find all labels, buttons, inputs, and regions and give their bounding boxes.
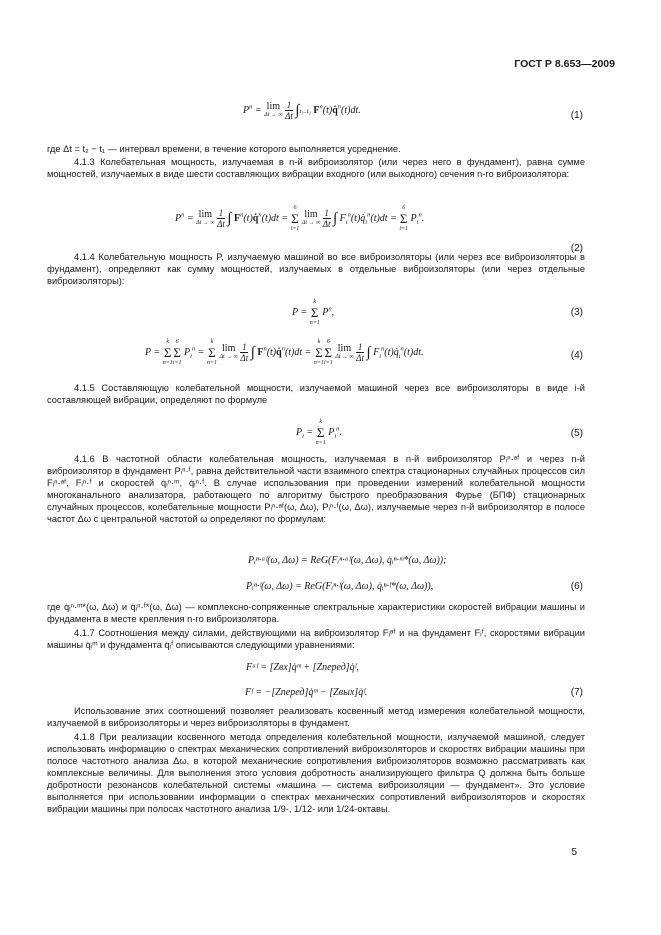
equation-7b: Fᶠ = −[Zперед]q̇ᵐ − [Zвых]q̇ᶠ. [245,687,368,698]
equation-number-4: (4) [570,350,583,361]
equation-number-1: (1) [570,110,583,121]
equation-number-5: (5) [570,428,583,439]
paragraph-4-1-3: 4.1.3 Колебательная мощность, излучаемая в n-й виброизолятор (или через него в фундамент), равна сумме мощностей, излучаемых в виде шести составляющих вибрации входного (или выходного) сечения n-го виброизолятора: [47,157,585,179]
page-number: 5 [571,847,577,858]
equation-7a: Fᵃᶠ = [Zвх]q̇ᵐ + [Zперед]q̇ᶠ, [246,662,359,673]
paragraph-usage: Использование этих соотношений позволяет реализовать косвенный метод измерения колебательной мощности, излучаемой в виброизоляторы и через виброизоляторы в фундамент. [47,706,585,728]
document-header: ГОСТ Р 8.653—2009 [514,58,615,70]
equation-5: $P_i$ = k Σ n=1 $P_i^n$. [296,419,342,446]
equation-6a: Pᵢⁿ·ᵃᶠ(ω, Δω) = ReG(Fᵢⁿ·ᵃᶠ(ω, Δω), q̇ᵢⁿ·ᵐ*(ω, Δω)); [248,555,447,566]
paragraph-4-1-5: 4.1.5 Составляющую колебательной мощности, излучаемой машиной через все виброизоляторы в виде i-й составляющей вибрации, определяют по формуле [47,383,585,405]
paragraph-4-1-6: 4.1.6 В частотной области колебательная мощность, излучаемая в n-й виброизолятор Pᵢⁿ·ᵃᶠ и через n-й виброизолятор в фундамент Pᵢⁿ·ᶠ, равна действительной части взаимного спектра стационарных случайных процессов сил Fᵢⁿ·ᵃᶠ, Fᵢⁿ·ᶠ и скоростей q̇ᵢⁿ·ᵐ, q̇ᵢⁿ·ᶠ. В случае использования при проведении измерений колебательной мощности многоканального анализатора, работающего по алгоритму быстрого преобразования Фурье (БПФ) стационарных случайных процессов, колебательные мощности Pᵢⁿ·ᵃᶠ(ω, Δω), Pᵢⁿ·ᶠ(ω, Δω), излучаемые через n-й виброизолятор в полосе частот Δω с центральной частотой ω определяют по формулам: [47,454,585,524]
paragraph-where: где q̇ᵢⁿ·ᵐ*(ω, Δω) и q̇ᵢⁿ·ᶠ*(ω, Δω) — комплексно-сопряженные спектральные характеристики скоростей вибрации машины и фундамента в месте крепления n-го виброизолятора. [47,602,585,624]
equation-6b: Pᵢⁿ·ᶠ(ω, Δω) = ReG(Fᵢⁿ·ᶠ(ω, Δω), q̇ᵢⁿ·ᶠ*(ω, Δω)), [246,581,434,592]
paragraph-4-1-7: 4.1.7 Соотношения между силами, действующими на виброизолятор Fᵢᵃᶠ и на фундамент Fᵢᶠ, скоростями вибрации машины q̇ᵢᵐ и фундамента q̇ᵢᶠ описываются следующими уравнениями: [47,628,585,650]
equation-4: P = k Σ n=1 6 Σ i=1 $P_i^n$ = k Σ n=1 lim Δt → ∞ $\frac{1}{\Delta t}$ ∫ $F^n(t)q̇^n(t)dt$ = k Σ n=1 6 Σ i=1 lim Δt → ∞ $\frac{1}{\Delta t}$ ∫ $F_i^n(t)q̇_i^n(t)dt$. [145,339,424,366]
equation-2: $P^n = \lim$ Δt → ∞ $\frac{1}{\Delta t}$ ∫ $F^n(t)q̇^n(t)dt$ = 6 Σ i=1 lim Δt → ∞ $\frac{1}{\Delta t}$ ∫ $F_i^n(t)q̇_i^n(t)dt$ = 6 Σ i=1 $P_i^n$. [175,205,425,232]
paragraph-4-1-4: 4.1.4 Колебательную мощность P, излучаемую машиной во все виброизоляторы (или через все виброизоляторы в фундамент), определяют как сумму мощностей, излучаемых в отдельные виброизоляторы (или через отдельные виброизоляторы): [47,252,585,286]
equation-1: $P^n = \lim$ Δt → ∞ $\frac{1}{\Delta t}$ ∫t₁..t₂ $F^n(t)q̇^n(t)dt$. [243,100,361,121]
paragraph-dt: где Δt = t₂ − t₁ — интервал времени, в течение которого выполняется усреднение. [47,144,401,154]
paragraph-4-1-8: 4.1.8 При реализации косвенного метода определения колебательной мощности, излучаемой машиной, следует использовать информацию о спектрах механических сопротивлений виброизоляторов и скоростях вибрации машины при полосе частотного анализа Δω, в которой механические сопротивления виброизоляторов возможно рассматривать как комплексные величины. Для выполнения этого условия добротность анализирующего фильтра Q должна быть больше добротности резонансов колебательной системы «машина — система виброизоляции — фундамент». Это условие выполняется при использовании информации о спектрах механических сопротивлений виброизоляторов и скоростях вибрации машины при полосах частотного анализа 1/9-, 1/12- или 1/24-октавы. [47,732,585,814]
equation-number-3: (3) [570,307,583,318]
equation-3: P = k Σ n=1 $P^n$, [292,299,335,326]
equation-number-6: (6) [570,581,583,592]
equation-number-7: (7) [570,687,583,698]
equation-number-2: (2) [570,243,583,254]
